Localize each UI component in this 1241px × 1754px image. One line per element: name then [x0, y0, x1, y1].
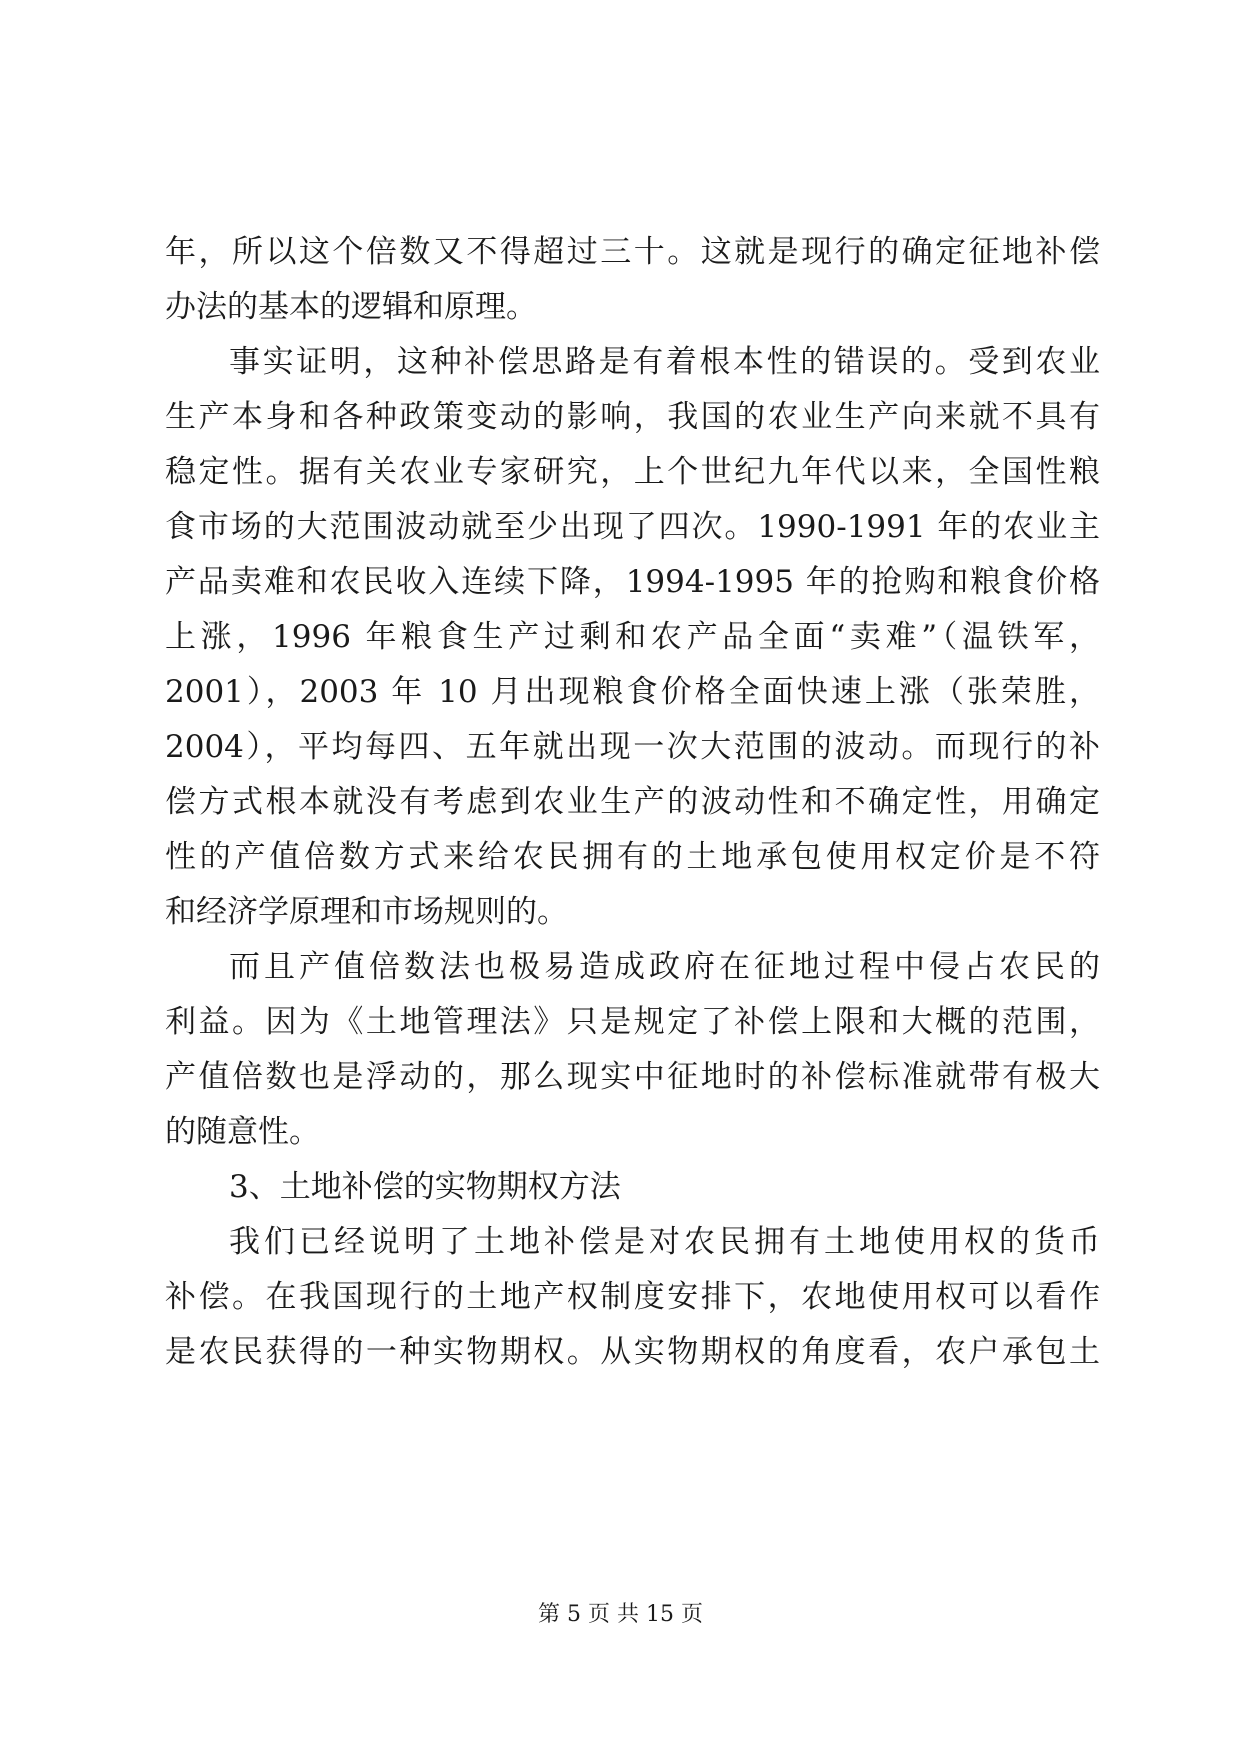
- text-line: 偿方式根本就没有考虑到农业生产的波动性和不确定性，用确定: [165, 784, 1100, 820]
- section-heading: 3、土地补偿的实物期权方法: [229, 1169, 621, 1205]
- text-line: 利益。因为《土地管理法》只是规定了补偿上限和大概的范围，: [165, 1004, 1100, 1040]
- page-number-footer: 第 5 页 共 15 页: [538, 1602, 703, 1627]
- text-line: 我们已经说明了土地补偿是对农民拥有土地使用权的货币: [229, 1224, 1100, 1260]
- text-line: 补偿。在我国现行的土地产权制度安排下，农地使用权可以看作: [165, 1279, 1100, 1315]
- body-text: [165, 225, 1100, 1380]
- text-line: 食市场的大范围波动就至少出现了四次。1990-1991 年的农业主: [165, 509, 1100, 545]
- text-line: 而且产值倍数法也极易造成政府在征地过程中侵占农民的: [229, 949, 1100, 985]
- text-line: 事实证明，这种补偿思路是有着根本性的错误的。受到农业: [229, 344, 1100, 380]
- text-line: 的随意性。: [165, 1114, 320, 1150]
- text-line: 年，所以这个倍数又不得超过三十。这就是现行的确定征地补偿: [165, 234, 1100, 270]
- text-line: 生产本身和各种政策变动的影响，我国的农业生产向来就不具有: [165, 399, 1100, 435]
- text-line: 2001），2003 年 10 月出现粮食价格全面快速上涨（张荣胜，: [165, 674, 1100, 710]
- text-line: 2004），平均每四、五年就出现一次大范围的波动。而现行的补: [165, 729, 1100, 765]
- text-line: 产值倍数也是浮动的，那么现实中征地时的补偿标准就带有极大: [165, 1059, 1100, 1095]
- text-line: 上涨，1996 年粮食生产过剩和农产品全面“卖难”（温铁军，: [165, 619, 1100, 655]
- text-line: 稳定性。据有关农业专家研究，上个世纪九年代以来，全国性粮: [165, 454, 1100, 490]
- text-line: 是农民获得的一种实物期权。从实物期权的角度看，农户承包土: [165, 1334, 1100, 1370]
- text-line: 办法的基本的逻辑和原理。: [165, 289, 537, 325]
- text-line: 产品卖难和农民收入连续下降，1994-1995 年的抢购和粮食价格: [165, 564, 1100, 600]
- text-line: 性的产值倍数方式来给农民拥有的土地承包使用权定价是不符: [165, 839, 1100, 875]
- text-line: 和经济学原理和市场规则的。: [165, 894, 568, 930]
